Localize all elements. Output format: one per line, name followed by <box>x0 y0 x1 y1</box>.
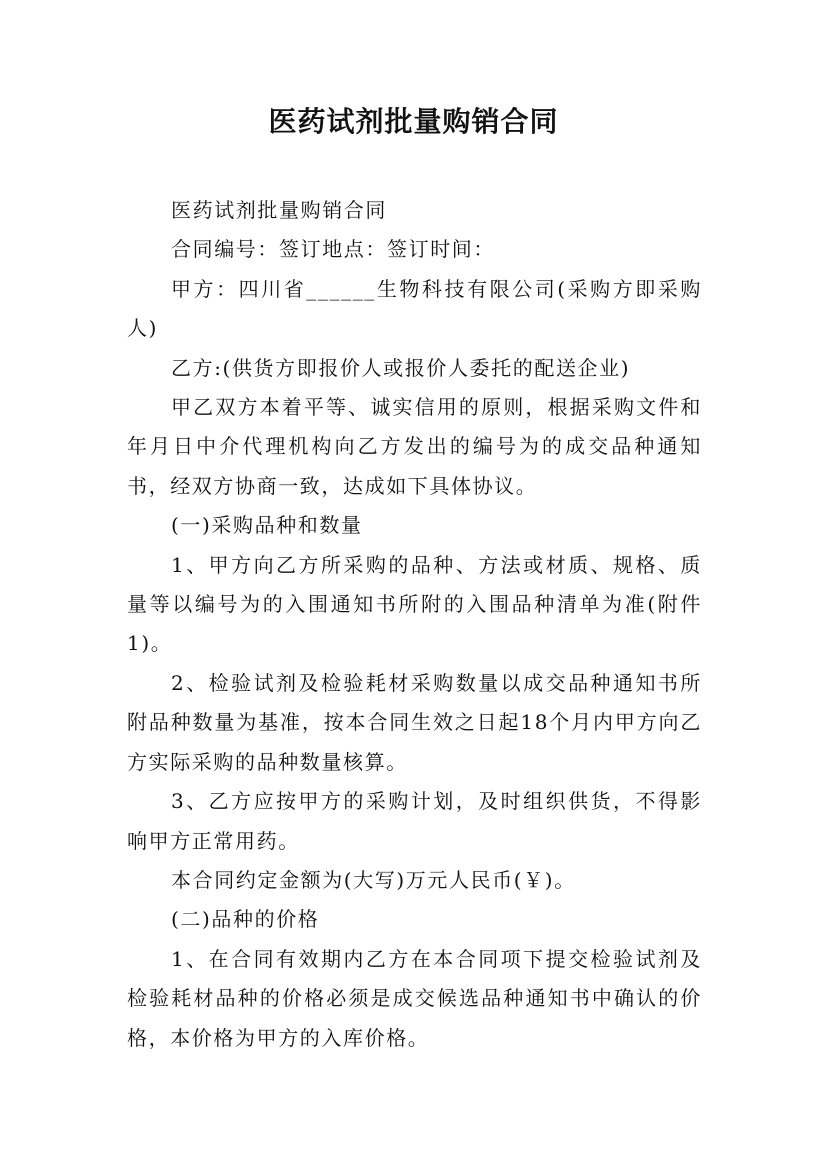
document-title: 医药试剂批量购销合同 <box>268 105 559 138</box>
paragraph-preamble: 甲乙双方本着平等、诚实信用的原则，根据采购文件和年月日中介代理机构向乙方发出的编号为的成交品种通知书，经双方协商一致，达成如下具体协议。 <box>127 395 702 498</box>
section-heading-price: (二)品种的价格 <box>171 907 320 932</box>
paragraph-party-a: 甲方：四川省______生物科技有限公司(采购方即采购人) <box>127 276 702 341</box>
section-heading-varieties: (一)采购品种和数量 <box>171 513 363 538</box>
paragraph-clause: 3、乙方应按甲方的采购计划，及时组织供货，不得影响甲方正常用药。 <box>127 789 702 853</box>
paragraph-clause: 2、检验试剂及检验耗材采购数量以成交品种通知书所附品种数量为基准，按本合同生效之日起18个月内甲方向乙方实际采购的品种数量核算。 <box>127 670 702 774</box>
document-body <box>127 191 702 1058</box>
paragraph-contract-amount: 本合同约定金额为(大写)万元人民币(￥)。 <box>171 867 576 892</box>
paragraph-clause: 1、甲方向乙方所采购的品种、方法或材质、规格、质量等以编号为的入围通知书所附的入围品种清单为准(附件1)。 <box>127 552 702 656</box>
paragraph-clause: 1、在合同有效期内乙方在本合同项下提交检验试剂及检验耗材品种的价格必须是成交候选品种通知书中确认的价格，本价格为甲方的入库价格。 <box>127 946 702 1050</box>
paragraph-contract-info: 合同编号：签订地点：签订时间： <box>171 237 495 262</box>
paragraph-heading-repeat: 医药试剂批量购销合同 <box>171 198 387 222</box>
paragraph-party-b: 乙方:(供货方即报价人或报价人委托的配送企业) <box>171 355 631 380</box>
